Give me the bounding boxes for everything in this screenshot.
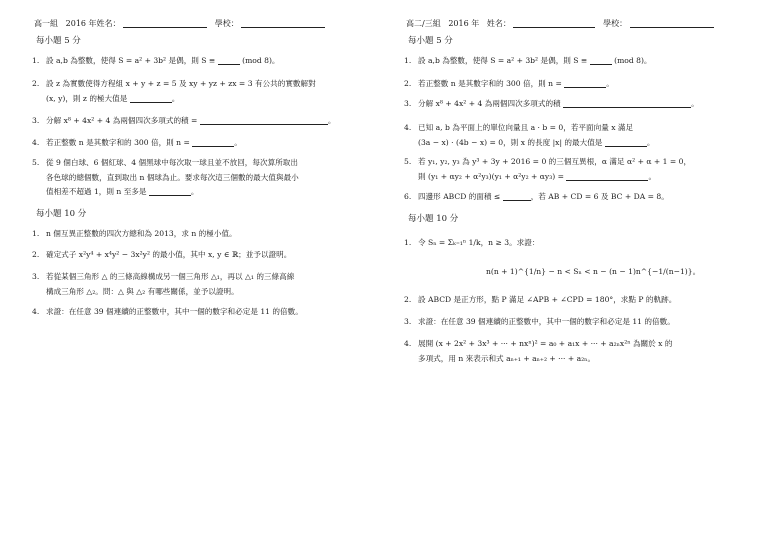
left-q5-4: 4. 若正整數 n 是其數字和的 300 倍，則 n = 。 [32,138,242,147]
left-grade: 高一組 [34,19,58,28]
right-q5-3: 3. 分解 x⁸ + 4x² + 4 為兩個四次多項式的積 。 [404,99,699,108]
right-q5-5: 5. 若 y₁, y₂, y₃ 為 y³ + 3y + 2016 = 0 的三個互異根，α 滿足 α² + α + 1 = 0， 則 (y₁ + αy₂ + α²y₃)(y₁ + α²y₂ + αy₃) = 。 [404,157,692,181]
right-q10-4: 4. 展開 (x + 2x² + 3x³ + ··· + nxⁿ)² = a₀ + a₁x + ··· + a₂ₙx²ⁿ 為關於 x 的 多項式，用 n 來表示和式 aₙ₊₁ + aₙ₊₂ + ··· + a₂ₙ。 [404,339,673,363]
answer-blank[interactable] [503,191,531,201]
right-q10-1: 1. 令 Sₙ = Σₖ₌₁ⁿ 1/k，n ≥ 3。求證： [404,238,540,247]
left-q10-3: 3. 若從某個三角形 △ 的三條高線構成另一個三角形 △₁，再以 △₁ 的三條高線 構成三角形 △₂。問：△ 與 △₂ 有哪些關係，並予以證明。 [32,272,295,296]
left-q10-1: 1. n 個互異正整數的四次方總和為 2013，求 n 的極小值。 [32,229,237,238]
right-q5-2: 2. 若正整數 n 是其數字和的 300 倍，則 n = 。 [404,79,614,88]
left-section-5pts: 每小題 5 分 [36,36,81,46]
left-name-field[interactable] [123,18,207,28]
answer-blank[interactable] [130,93,172,103]
right-school-label: 學校： [603,19,628,28]
left-q5-5: 5. 從 9 個白球、6 個紅球、4 個黑球中每次取一球且並不放回，每次算所取出 各色球的總個數，直到取出 n 個球為止。要求每次這三個數的最大值與最小 值相差不超過 1，則 n 至多是 。 [32,158,299,196]
left-q5-3: 3. 分解 x⁸ + 4x² + 4 為兩個四次多項式的積 = 。 [32,116,336,125]
answer-blank[interactable] [590,55,612,65]
answer-blank[interactable] [563,98,691,108]
right-q5-4: 4. 已知 a, b 為平面上的單位向量且 a · b = 0，若平面向量 x 滿足 (3a − x) · (4b − x) = 0，則 x 的長度 |x| 的最大值是 。 [404,123,655,147]
answer-blank[interactable] [192,137,234,147]
left-q5-1: 1. 設 a,b 為整數，使得 S = a² + 3b² 是偶，則 S ≡ (mod 8)。 [32,56,280,65]
left-school-field[interactable] [241,18,325,28]
answer-blank[interactable] [218,55,240,65]
right-q5-1: 1. 設 a,b 為整數，使得 S = a² + 3b² 是偶，則 S ≡ (mod 8)。 [404,56,652,65]
right-q10-2: 2. 設 ABCD 是正方形，點 P 滿足 ∠APB + ∠CPD = 180°，求點 P 的軌跡。 [404,295,677,304]
right-year: 2016 年 [448,19,480,28]
left-q10-4: 4. 求證：在任意 39 個連續的正整數中，其中一個的數字和必定是 11 的倍數。 [32,307,303,316]
left-q10-2: 2. 確定式子 x²y⁴ + x⁴y² − 3x²y² 的最小值，其中 x, y ∈ ℝ；並予以證明。 [32,250,292,259]
left-school-label: 學校： [214,19,239,28]
left-year-name-label: 2016 年姓名： [65,19,121,28]
right-name-field[interactable] [513,18,595,28]
answer-blank[interactable] [200,115,328,125]
right-school-field[interactable] [630,18,714,28]
left-section-10pts: 每小題 10 分 [36,209,87,219]
right-name-label: 姓名： [486,19,511,28]
right-section-10pts: 每小題 10 分 [408,214,459,224]
right-q10-1-formula: n(n + 1)^{1/n} − n < Sₙ < n − (n − 1)n^{−1/(n−1)}。 [486,267,701,276]
left-header [34,18,325,29]
right-q10-3: 3. 求證：在任意 39 個連續的正整數中，其中一個的數字和必定是 11 的倍數。 [404,317,675,326]
answer-blank[interactable] [564,78,606,88]
left-q5-2: 2. 設 z 為實數使得方程組 x + y + z = 5 及 xy + yz + zx = 3 有公共的實數解對 (x, y)，則 z 的極大值是 。 [32,79,316,103]
right-section-5pts: 每小題 5 分 [408,36,453,46]
right-header [406,18,714,29]
right-grade: 高二/三組 [406,19,441,28]
answer-blank[interactable] [149,186,191,196]
answer-blank[interactable] [566,171,648,181]
answer-blank[interactable] [605,137,647,147]
right-q5-6: 6. 四邊形 ABCD 的面積 ≤ ，若 AB + CD = 6 及 BC + DA = 8。 [404,192,669,201]
